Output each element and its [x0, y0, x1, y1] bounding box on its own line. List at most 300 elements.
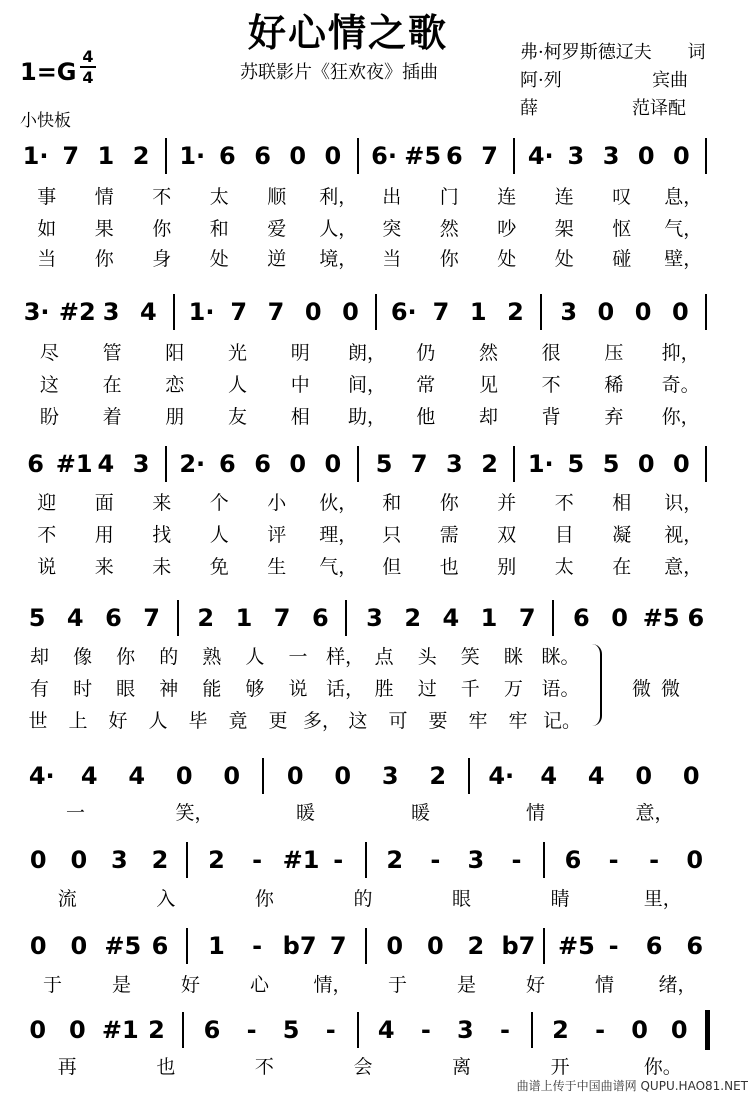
barline: [182, 1012, 184, 1048]
lyric-syllable: 好: [180, 974, 200, 996]
lyric-syllable: 神: [159, 678, 179, 700]
lyric-syllable: 可: [388, 710, 408, 732]
lyric-syllable: 他: [416, 406, 436, 428]
note: -: [252, 846, 263, 874]
lyric-syllable: 怄: [612, 218, 632, 240]
note: 6: [219, 142, 236, 170]
note: -: [608, 932, 619, 960]
note: #5: [642, 604, 680, 632]
lyric-syllable: 里，: [643, 888, 682, 910]
note: 0: [29, 846, 47, 874]
note: 4: [587, 762, 605, 790]
lyric-syllable: 你: [254, 888, 274, 910]
lyric-syllable: 眯: [503, 646, 523, 668]
notation-row: [0, 598, 752, 638]
barline: [173, 294, 175, 330]
barline: [705, 446, 707, 482]
lyric-syllable: 逆: [267, 248, 287, 270]
time-top: 4: [82, 47, 94, 66]
barline: [543, 842, 545, 878]
note: 1: [235, 604, 253, 632]
note: 3: [446, 450, 463, 478]
lyric-syllable: 在: [612, 556, 632, 578]
lyric-syllable: 利，: [319, 186, 358, 208]
note: 0: [334, 762, 352, 790]
note: 1: [97, 142, 115, 170]
lyric-syllable: 如: [37, 218, 57, 240]
note: 6: [687, 604, 705, 632]
note: 0: [686, 846, 704, 874]
time-signature: [78, 48, 98, 86]
lyric-syllable: 压: [604, 342, 624, 364]
lyric-syllable: 一: [288, 646, 308, 668]
note: 2: [151, 846, 169, 874]
notation-row: [0, 136, 752, 176]
note: #5: [558, 932, 595, 960]
lyric-line: [0, 214, 752, 244]
lyric-syllable: 当: [382, 248, 402, 270]
lyric-syllable: 这: [39, 374, 59, 396]
lyric-syllable: 常: [416, 374, 436, 396]
lyric-syllable: 你: [439, 248, 459, 270]
lyric-syllable: 相: [290, 406, 310, 428]
lyric-syllable: 会: [353, 1056, 373, 1078]
note: 0: [611, 604, 628, 632]
lyric-line: [0, 884, 752, 914]
note: 3: [467, 846, 485, 874]
note: 0: [175, 762, 193, 790]
lyric-syllable: 意，: [664, 556, 703, 578]
note: 3: [457, 1016, 474, 1044]
note: 0: [386, 932, 404, 960]
lyric-syllable: 阳: [165, 342, 185, 364]
lyric-syllable: 弃: [604, 406, 624, 428]
note: 7: [62, 142, 80, 170]
lyric-syllable: 门: [439, 186, 459, 208]
note: 2: [132, 142, 150, 170]
note: 6: [219, 450, 236, 478]
lyric-syllable: 牢: [508, 710, 528, 732]
lyric-syllable: 暖: [295, 802, 315, 824]
note: 6: [311, 604, 329, 632]
notation-row: [0, 1010, 752, 1050]
watermark: 曲谱上传于中国曲谱网 QUPU.HAO81.NET: [516, 1079, 748, 1093]
lyric-syllable: 境，: [319, 248, 358, 270]
note: b7: [282, 932, 317, 960]
note: 3·: [23, 298, 50, 326]
lyric-syllable: 世: [28, 710, 48, 732]
lyric-syllable: 评: [267, 524, 287, 546]
lyric-line: [0, 552, 752, 582]
lyric-syllable: 的: [353, 888, 373, 910]
lyric-syllable: 伙，: [319, 492, 358, 514]
lyric-syllable: 不: [37, 524, 57, 546]
note: 0: [324, 142, 342, 170]
barline: [468, 758, 470, 794]
note: -: [511, 846, 522, 874]
lyric-line: [0, 488, 752, 518]
note: #5: [104, 932, 142, 960]
lyric-syllable: 明: [290, 342, 310, 364]
barline: [365, 928, 367, 964]
note: 0: [286, 762, 304, 790]
lyric-syllable: 话，: [326, 678, 365, 700]
note: 4: [97, 450, 115, 478]
barline: [177, 600, 179, 636]
lyric-syllable: 找: [152, 524, 172, 546]
lyric-syllable: 事: [37, 186, 57, 208]
note: 5: [375, 450, 393, 478]
note: 2: [507, 298, 524, 326]
lyric-syllable: 暖: [410, 802, 430, 824]
lyric-syllable: 你: [94, 248, 114, 270]
barline: [540, 294, 542, 330]
notation-row: [0, 756, 752, 796]
time-bottom: 4: [82, 68, 94, 87]
key-signature: 1=G: [20, 58, 77, 86]
note: 4: [80, 762, 98, 790]
note: 4: [377, 1016, 395, 1044]
note: 2: [148, 1016, 165, 1044]
barline: [552, 600, 554, 636]
note: 1·: [22, 142, 49, 170]
lyric-syllable: 爱: [267, 218, 287, 240]
lyric-syllable: 但: [382, 556, 402, 578]
lyric-syllable: 上: [68, 710, 88, 732]
lyric-syllable: 眼: [452, 888, 472, 910]
note: 6·: [390, 298, 417, 326]
lyric-syllable: 万: [503, 678, 523, 700]
lyric-syllable: 身: [152, 248, 172, 270]
barline: [357, 1012, 359, 1048]
note: 2: [481, 450, 498, 478]
lyric-syllable: 碰: [612, 248, 632, 270]
lyric-syllable: 你。: [643, 1056, 682, 1078]
side-lyric: 微微: [632, 678, 691, 700]
lyric-syllable: 更: [268, 710, 288, 732]
lyric-syllable: 笑: [460, 646, 480, 668]
lyric-syllable: 你: [439, 492, 459, 514]
lyric-syllable: 背: [541, 406, 561, 428]
lyric-syllable: 头: [417, 646, 437, 668]
lyric-syllable: 并: [497, 492, 517, 514]
note: 7: [329, 932, 347, 960]
note: -: [649, 846, 660, 874]
song-subtitle: 苏联影片《狂欢夜》插曲: [240, 62, 438, 83]
lyric-syllable: 目: [554, 524, 574, 546]
lyric-line: [0, 970, 752, 1000]
lyric-syllable: 稀: [604, 374, 624, 396]
note: #5: [404, 142, 442, 170]
note: 7: [230, 298, 248, 326]
lyric-syllable: 睛: [550, 888, 570, 910]
lyric-syllable: 光: [228, 342, 248, 364]
credit-role: 范译配: [632, 98, 686, 119]
note: -: [499, 1016, 510, 1044]
note: -: [595, 1016, 606, 1044]
note: 6: [105, 604, 122, 632]
credit-translator: [520, 94, 686, 120]
lyric-syllable: 出: [382, 186, 402, 208]
credit-name: 阿·列: [520, 70, 562, 91]
note: 0: [68, 1016, 86, 1044]
note: 0: [631, 1016, 648, 1044]
note: 0: [637, 450, 655, 478]
barline: [165, 138, 167, 174]
lyric-syllable: 不: [254, 1056, 274, 1078]
lyric-syllable: 处: [497, 248, 517, 270]
note: 7: [410, 450, 428, 478]
note: 0: [324, 450, 342, 478]
lyric-syllable: 来: [152, 492, 172, 514]
lyric-syllable: 友: [228, 406, 248, 428]
lyric-brace: [588, 644, 602, 726]
lyric-syllable: 用: [94, 524, 114, 546]
lyric-syllable: 眯。: [541, 646, 580, 668]
note: #2: [58, 298, 96, 326]
note: 0: [673, 450, 690, 478]
note: -: [333, 846, 344, 874]
note: 4: [66, 604, 84, 632]
note: 6: [254, 450, 271, 478]
note: 2: [208, 846, 225, 874]
note: 0: [597, 298, 615, 326]
note: 5: [282, 1016, 300, 1044]
note: 7: [518, 604, 536, 632]
note: #1: [101, 1016, 139, 1044]
note: 6: [573, 604, 590, 632]
lyric-syllable: 着: [102, 406, 122, 428]
credit-composer: [520, 66, 688, 92]
lyric-syllable: 凝: [612, 524, 632, 546]
barline: [543, 928, 545, 964]
note: 4·: [527, 142, 554, 170]
lyric-syllable: 说: [288, 678, 308, 700]
lyric-syllable: 见: [478, 374, 498, 396]
note: 1: [480, 604, 498, 632]
song-title: 好心情之歌: [248, 10, 449, 55]
lyric-syllable: 记。: [543, 710, 582, 732]
lyric-syllable: 突: [382, 218, 402, 240]
lyric-syllable: 抑，: [661, 342, 700, 364]
lyric-syllable: 笑，: [175, 802, 214, 824]
lyric-syllable: 朗，: [348, 342, 387, 364]
note: -: [252, 932, 263, 960]
lyric-syllable: 气，: [664, 218, 703, 240]
note: 0: [635, 762, 653, 790]
note: 3: [567, 142, 585, 170]
lyric-syllable: 个: [209, 492, 229, 514]
lyric-syllable: 中: [290, 374, 310, 396]
note: 3: [366, 604, 383, 632]
lyric-line: [0, 244, 752, 274]
lyric-syllable: 毕: [188, 710, 208, 732]
lyric-syllable: 的: [159, 646, 179, 668]
lyric-syllable: 有: [30, 678, 50, 700]
note: 3: [560, 298, 578, 326]
lyric-syllable: 过: [417, 678, 437, 700]
note: 0: [637, 142, 655, 170]
lyric-syllable: 一: [65, 802, 85, 824]
lyric-syllable: 再: [57, 1056, 77, 1078]
lyric-syllable: 不: [554, 492, 574, 514]
barline: [186, 928, 188, 964]
note: 0: [670, 1016, 688, 1044]
lyric-syllable: 你: [116, 646, 136, 668]
note: 7: [432, 298, 450, 326]
note: 0: [29, 1016, 47, 1044]
barline: [375, 294, 377, 330]
lyric-syllable: 能: [202, 678, 222, 700]
lyric-syllable: 来: [94, 556, 114, 578]
lyric-syllable: 恋: [165, 374, 185, 396]
note: 4: [139, 298, 157, 326]
credit-name: 薛: [520, 98, 538, 119]
lyric-syllable: 够: [245, 678, 265, 700]
lyric-syllable: 人: [245, 646, 265, 668]
lyric-syllable: 情: [525, 802, 545, 824]
note: 2·: [179, 450, 206, 478]
lyric-syllable: 未: [152, 556, 172, 578]
note: 0: [634, 298, 652, 326]
lyric-syllable: 样，: [326, 646, 365, 668]
lyric-syllable: 双: [497, 524, 517, 546]
lyric-syllable: 需: [439, 524, 459, 546]
lyric-line: [0, 402, 752, 432]
note: 3: [111, 846, 128, 874]
lyric-syllable: 说: [37, 556, 57, 578]
lyric-syllable: 然: [478, 342, 498, 364]
lyric-syllable: 气，: [319, 556, 358, 578]
lyric-syllable: 胜: [374, 678, 394, 700]
note: 6: [686, 932, 704, 960]
note: 6: [203, 1016, 221, 1044]
note: 4: [128, 762, 146, 790]
lyric-syllable: 仍: [416, 342, 436, 364]
barline: [705, 138, 707, 174]
note: 0: [70, 846, 88, 874]
note: 3: [102, 298, 120, 326]
note: 4·: [488, 762, 515, 790]
lyric-syllable: 叹: [612, 186, 632, 208]
note: 4: [442, 604, 460, 632]
lyric-syllable: 息，: [664, 186, 703, 208]
notation-row: [0, 292, 752, 332]
note: 6: [27, 450, 44, 478]
note: 1: [469, 298, 487, 326]
note: 1·: [188, 298, 215, 326]
notation-row: [0, 926, 752, 966]
lyric-syllable: 理，: [319, 524, 358, 546]
note: -: [325, 1016, 336, 1044]
notation-row: [0, 840, 752, 880]
barline: [513, 138, 515, 174]
note: 0: [304, 298, 322, 326]
lyric-syllable: 果: [94, 218, 114, 240]
note: 7: [267, 298, 285, 326]
lyric-syllable: 迎: [37, 492, 57, 514]
note: 0: [673, 142, 690, 170]
note: 0: [289, 142, 307, 170]
lyric-syllable: 处: [209, 248, 229, 270]
lyric-syllable: 你，: [661, 406, 700, 428]
note: #1: [55, 450, 93, 478]
lyric-syllable: 奇。: [661, 374, 700, 396]
lyric-syllable: 意，: [635, 802, 674, 824]
lyric-line: [0, 370, 752, 400]
lyric-syllable: 绪，: [658, 974, 697, 996]
note: 1: [208, 932, 225, 960]
lyric-syllable: 这: [348, 710, 368, 732]
lyric-syllable: 入: [156, 888, 176, 910]
lyric-syllable: 人: [209, 524, 229, 546]
lyric-syllable: 面: [94, 492, 114, 514]
lyric-syllable: 架: [554, 218, 574, 240]
lyric-syllable: 心: [249, 974, 269, 996]
lyric-syllable: 别: [497, 556, 517, 578]
note: 6: [254, 142, 271, 170]
note: 1·: [179, 142, 206, 170]
lyric-syllable: 眼: [116, 678, 136, 700]
lyric-line: [0, 338, 752, 368]
barline: [357, 446, 359, 482]
note: 2: [386, 846, 404, 874]
note: 3: [602, 142, 620, 170]
lyric-line: [0, 642, 752, 672]
lyric-syllable: 是: [111, 974, 131, 996]
lyric-syllable: 吵: [497, 218, 517, 240]
note: 5: [567, 450, 585, 478]
lyric-line: [0, 520, 752, 550]
lyric-syllable: 视，: [664, 524, 703, 546]
lyric-syllable: 千: [460, 678, 480, 700]
note: 3: [381, 762, 399, 790]
lyric-syllable: 于: [387, 974, 407, 996]
note: 2: [197, 604, 215, 632]
note: 4·: [28, 762, 55, 790]
lyric-syllable: 和: [209, 218, 229, 240]
note: 0: [342, 298, 359, 326]
credit-lyricist: [520, 38, 705, 64]
lyric-syllable: 好: [525, 974, 545, 996]
lyric-syllable: 免: [209, 556, 229, 578]
note: -: [608, 846, 619, 874]
notation-row: [0, 444, 752, 484]
note: 2: [429, 762, 447, 790]
note: 0: [223, 762, 241, 790]
lyric-syllable: 生: [267, 556, 287, 578]
lyric-line: [0, 182, 752, 212]
credit-role: 词: [687, 42, 706, 63]
note: -: [430, 846, 441, 874]
lyric-syllable: 相: [612, 492, 632, 514]
note: 6: [446, 142, 463, 170]
note: 6·: [371, 142, 397, 170]
lyric-syllable: 牢: [468, 710, 488, 732]
note: 0: [672, 298, 689, 326]
lyric-syllable: 壁，: [664, 248, 703, 270]
tempo-marking: 小快板: [20, 111, 71, 131]
lyric-syllable: 却: [30, 646, 50, 668]
lyric-syllable: 也: [439, 556, 459, 578]
note: b7: [501, 932, 536, 960]
lyric-syllable: 你: [152, 218, 172, 240]
lyric-syllable: 时: [73, 678, 93, 700]
lyric-syllable: 流: [57, 888, 77, 910]
lyric-syllable: 当: [37, 248, 57, 270]
barline: [165, 446, 167, 482]
lyric-syllable: 尽: [39, 342, 59, 364]
